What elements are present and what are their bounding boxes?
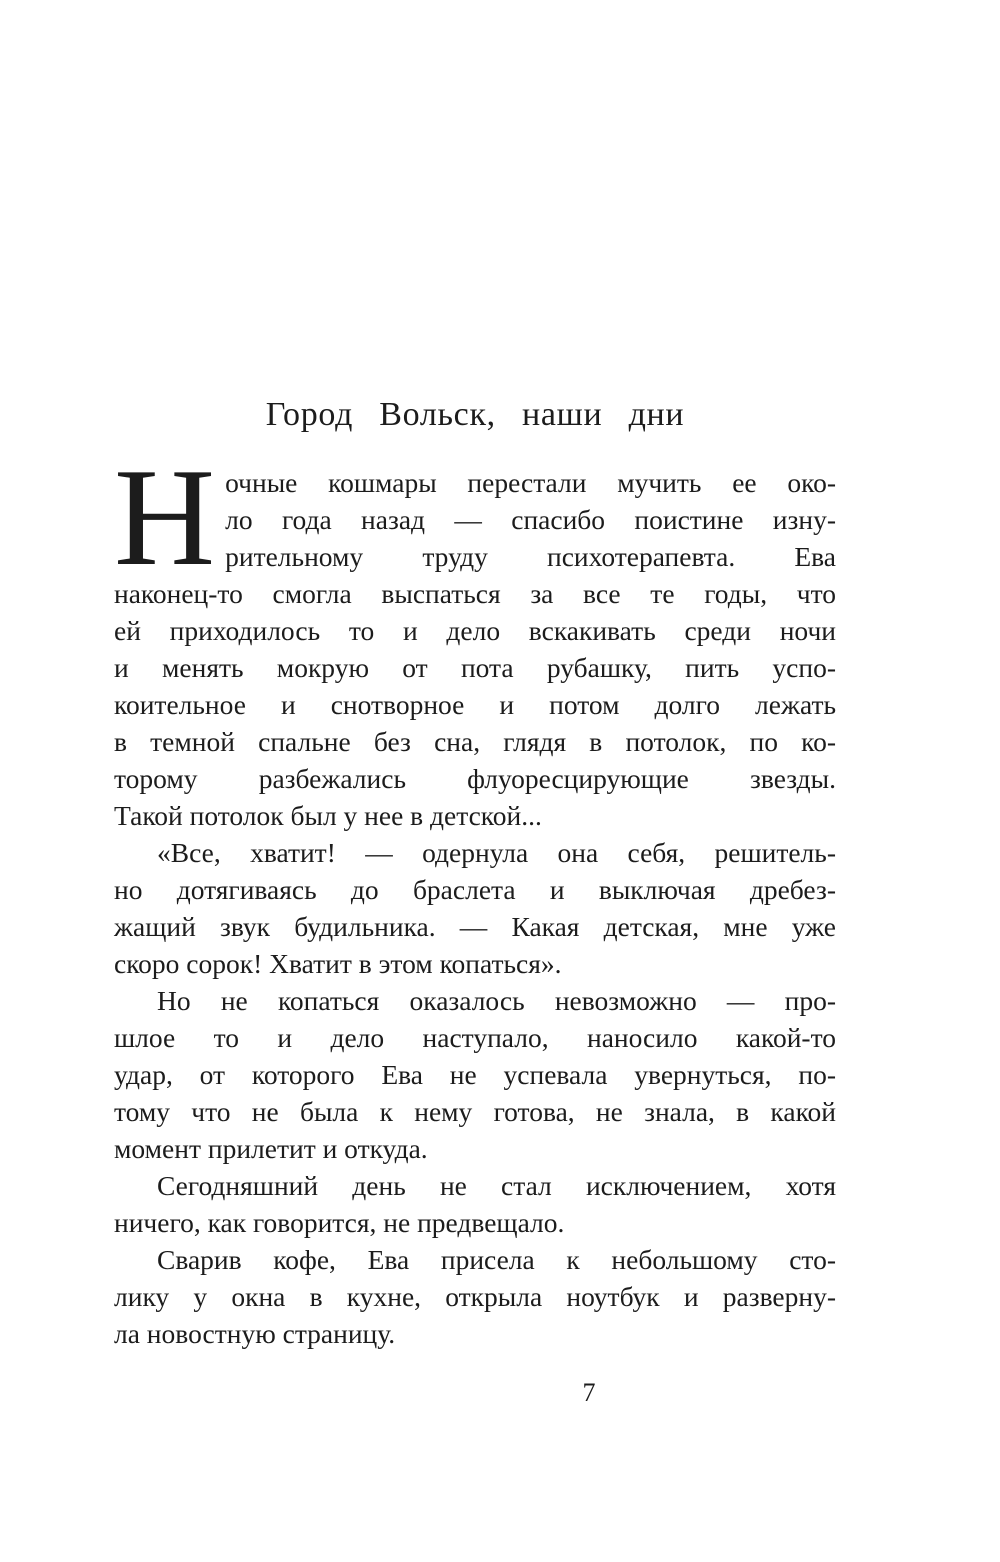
- text-line: лику у окна в кухне, открыла ноутбук и разверну-: [114, 1281, 836, 1312]
- chapter-heading: Город Вольск, наши дни: [265, 396, 685, 433]
- text-line: удар, от которого Ева не успевала увернуться, по-: [114, 1059, 836, 1090]
- text-line: но дотягиваясь до браслета и выключая дребез-: [114, 874, 836, 905]
- text-line: «Все, хватит! — одернула она себя, решитель-: [157, 837, 836, 868]
- text-line: рительному труду психотерапевта. Ева: [225, 541, 836, 572]
- paragraph: [114, 440, 836, 834]
- text-line: Такой потолок был у нее в детской...: [114, 800, 542, 831]
- page-number: 7: [582, 1378, 596, 1407]
- paragraph: [114, 1167, 836, 1241]
- text-line: тому что не была к нему готова, не знала, в какой: [114, 1096, 836, 1127]
- text-line: жащий звук будильника. — Какая детская, мне уже: [114, 911, 836, 942]
- paragraph: [114, 834, 836, 982]
- text-line: скоро сорок! Хватит в этом копаться».: [114, 948, 562, 979]
- text-line: Но не копаться оказалось невозможно — про-: [157, 985, 836, 1016]
- text-line: ла новостную страницу.: [114, 1318, 396, 1349]
- text-line: и менять мокрую от пота рубашку, пить успо-: [114, 652, 836, 683]
- paragraph: [114, 1241, 836, 1352]
- dropcap-letter: Н: [114, 440, 216, 595]
- text-line: торому разбежались флуоресцирующие звезды.: [114, 763, 836, 794]
- text-line: Сварив кофе, Ева присела к небольшому сто-: [157, 1244, 836, 1275]
- text-line: ей приходилось то и дело вскакивать среди ночи: [114, 615, 836, 646]
- paragraph: [114, 982, 836, 1167]
- text-line: в темной спальне без сна, глядя в потолок, по ко-: [114, 726, 836, 757]
- text-line: очные кошмары перестали мучить ее око-: [225, 467, 836, 498]
- body-text: [114, 440, 836, 1352]
- text-line: Сегодняшний день не стал исключением, хотя: [157, 1170, 836, 1201]
- text-line: шлое то и дело наступало, наносило какой-то: [114, 1022, 836, 1053]
- text-block: [114, 0, 836, 1408]
- text-line: ло года назад — спасибо поистине изну-: [225, 504, 836, 535]
- text-line: момент прилетит и откуда.: [114, 1133, 428, 1164]
- text-line: коительное и снотворное и потом долго лежать: [114, 689, 836, 720]
- text-line: ничего, как говорится, не предвещало.: [114, 1207, 565, 1238]
- text-line: наконец-то смогла выспаться за все те годы, что: [114, 578, 836, 609]
